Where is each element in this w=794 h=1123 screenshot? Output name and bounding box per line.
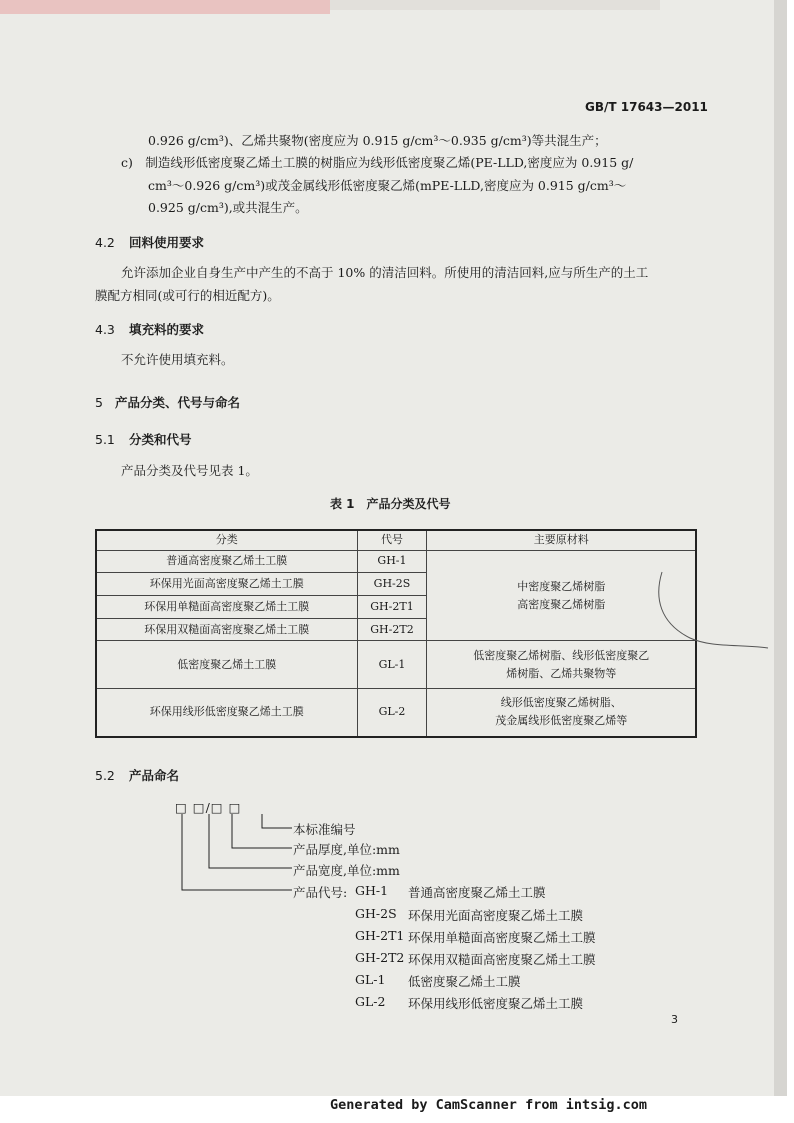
table-cell: 环保用双糙面高密度聚乙烯土工膜 [96,618,357,641]
table-cell-materials: 线形低密度聚乙烯树脂、 茂金属线形低密度聚乙烯等 [427,688,696,737]
section-heading-5: 5 产品分类、代号与命名 [95,395,241,410]
naming-label-standard: 本标准编号 [293,822,356,837]
table-header-cell: 主要原材料 [427,530,696,550]
code-desc: 环保用光面高密度聚乙烯土工膜 [408,908,584,923]
paragraph-line: 允许添加企业自身生产中产生的不高于 10% 的清洁回料。所使用的清洁回料,应与所生产的土工 [121,265,649,280]
naming-pattern: □ □/□ □ [175,800,242,815]
table-cell-materials: 中密度聚乙烯树脂 高密度聚乙烯树脂 [427,550,696,641]
table-cell: GH-2T2 [357,618,427,641]
paragraph-line: 膜配方相同(或可行的相近配方)。 [95,288,280,303]
code-item: GH-2T1 [355,928,405,943]
standard-number: GB/T 17643—2011 [585,100,708,114]
table-cell: 普通高密度聚乙烯土工膜 [96,550,357,573]
page-number: 3 [671,1013,678,1026]
section-heading-4-3: 4.3 填充料的要求 [95,322,205,337]
table-cell: GH-2S [357,573,427,596]
table-cell: GL-1 [357,641,427,688]
table-header-cell: 代号 [357,530,427,550]
code-desc: 普通高密度聚乙烯土工膜 [408,885,546,900]
table-cell: GH-2T1 [357,596,427,619]
code-desc: 环保用单糙面高密度聚乙烯土工膜 [408,930,596,945]
code-item: GH-1 [355,883,389,898]
intro-line: c) 制造线形低密度聚乙烯土工膜的树脂应为线形低密度聚乙烯(PE-LLD,密度应为 0.915 g/ [121,155,634,170]
section-heading-4-2: 4.2 回料使用要求 [95,235,205,250]
code-item: GL-2 [355,994,386,1009]
code-desc: 环保用线形低密度聚乙烯土工膜 [408,996,584,1011]
table-cell: 环保用单糙面高密度聚乙烯土工膜 [96,596,357,619]
code-item: GL-1 [355,972,386,987]
section-heading-5-1: 5.1 分类和代号 [95,432,192,447]
table-cell: 环保用线形低密度聚乙烯土工膜 [96,688,357,737]
intro-line: 0.925 g/cm³),或共混生产。 [148,200,308,215]
camscanner-watermark: Generated by CamScanner from intsig.com [330,1097,647,1113]
code-desc: 低密度聚乙烯土工膜 [408,974,521,989]
naming-label-width: 产品宽度,单位:mm [293,863,400,878]
naming-label-code: 产品代号: [293,885,348,900]
intro-line: cm³～0.926 g/cm³)或茂金属线形低密度聚乙烯(mPE-LLD,密度应为 0.915 g/cm³～ [148,178,627,193]
code-desc: 环保用双糙面高密度聚乙烯土工膜 [408,952,596,967]
section-heading-5-2: 5.2 产品命名 [95,768,180,783]
table-cell: GH-1 [357,550,427,573]
naming-label-thickness: 产品厚度,单位:mm [293,842,400,857]
table-cell: 环保用光面高密度聚乙烯土工膜 [96,573,357,596]
paragraph-line: 不允许使用填充料。 [121,352,234,367]
table-caption: 表 1 产品分类及代号 [330,497,451,511]
table-cell: GL-2 [357,688,427,737]
code-item: GH-2T2 [355,950,405,965]
table-cell-materials: 低密度聚乙烯树脂、线形低密度聚乙 烯树脂、乙烯共聚物等 [427,641,696,688]
table-header-cell: 分类 [96,530,357,550]
paragraph-line: 产品分类及代号见表 1。 [121,463,258,478]
table-cell: 低密度聚乙烯土工膜 [96,641,357,688]
code-item: GH-2S [355,906,397,921]
intro-line: 0.926 g/cm³)、乙烯共聚物(密度应为 0.915 g/cm³～0.935 g/cm³)等共混生产； [148,133,607,148]
